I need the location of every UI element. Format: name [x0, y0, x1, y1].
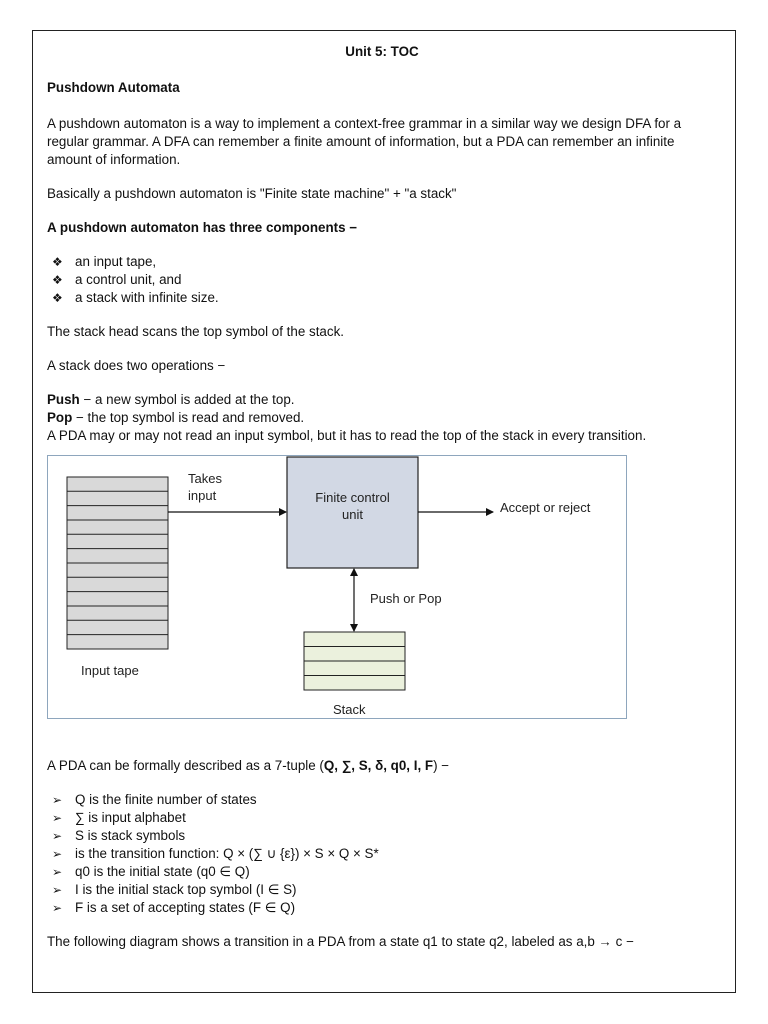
arrow-bullet-icon: ➢	[52, 883, 63, 897]
components-list	[47, 253, 717, 307]
list-item: ➢ S is stack symbols	[52, 828, 186, 843]
list-item: ➢ ∑ is input alphabet	[52, 810, 186, 825]
basic-paragraph: Basically a pushdown automaton is "Finite state machine" + "a stack"	[47, 186, 457, 201]
list-item: ❖ an input tape,	[52, 254, 157, 269]
input-tape-graphic	[67, 477, 168, 649]
control-unit-label: Finite control unit	[315, 490, 390, 522]
input-tape-label: Input tape	[81, 663, 139, 678]
arrow-bullet-icon: ➢	[52, 901, 63, 915]
pop-description: − the top symbol is read and removed.	[72, 410, 305, 425]
pda-read-paragraph: A PDA may or may not read an input symbol, but it has to read the top of the stack in every transition.	[47, 428, 647, 443]
pop-line	[47, 409, 717, 427]
list-item: ➢ F is a set of accepting states (F ∈ Q)	[52, 900, 296, 915]
arrow-bullet-icon: ➢	[52, 847, 63, 861]
list-item: ➢ I is the initial stack top symbol (I ∈ S)	[52, 882, 297, 897]
operations-paragraph: A stack does two operations −	[47, 358, 226, 373]
section-title: Pushdown Automata	[47, 80, 180, 95]
unit-title: Unit 5: TOC	[345, 44, 419, 59]
arrow-bullet-icon: ➢	[52, 865, 63, 879]
pda-diagram	[47, 455, 627, 719]
arrow-bullet-icon: ➢	[52, 793, 63, 807]
push-description: − a new symbol is added at the top.	[79, 392, 295, 407]
push-line	[47, 391, 717, 409]
tuple-intro-paragraph: A PDA can be formally described as a 7-tuple (Q, ∑, S, δ, q0, I, F) −	[47, 758, 450, 773]
diamond-bullet-icon: ❖	[52, 255, 63, 269]
stack-head-paragraph: The stack head scans the top symbol of the stack.	[47, 324, 344, 339]
pop-term: Pop	[47, 410, 73, 425]
accept-reject-label: Accept or reject	[500, 500, 591, 515]
diamond-bullet-icon: ❖	[52, 273, 63, 287]
intro-paragraph: A pushdown automaton is a way to implement a context-free grammar in a similar way we design DFA for a regular grammar. A DFA can remember a finite amount of information, but a PDA can remember an infinite amount of information.	[47, 116, 682, 167]
tuple-list	[47, 791, 717, 917]
list-item: ❖ a control unit, and	[52, 272, 182, 287]
list-item: ➢ Q is the finite number of states	[52, 792, 257, 807]
components-heading: A pushdown automaton has three components −	[47, 220, 358, 235]
push-term: Push	[47, 392, 80, 407]
push-pop-label: Push or Pop	[370, 591, 442, 606]
arrow-bullet-icon: ➢	[52, 811, 63, 825]
transition-paragraph: The following diagram shows a transition in a PDA from a state q1 to state q2, labeled as a,b → c −	[47, 934, 634, 949]
stack-label: Stack	[333, 702, 366, 717]
list-item: ➢ q0 is the initial state (q0 ∈ Q)	[52, 864, 250, 879]
tuple-symbols: Q, ∑, S, δ, q0, I, F	[323, 758, 434, 773]
diamond-bullet-icon: ❖	[52, 291, 63, 305]
stack-graphic	[304, 632, 405, 690]
document-body	[47, 43, 717, 967]
list-item: ❖ a stack with infinite size.	[52, 290, 219, 305]
arrow-bullet-icon: ➢	[52, 829, 63, 843]
takes-input-label: Takes input	[188, 471, 222, 503]
list-item: ➢ is the transition function: Q × (∑ ∪ {ε}) × S × Q × S*	[52, 846, 379, 861]
